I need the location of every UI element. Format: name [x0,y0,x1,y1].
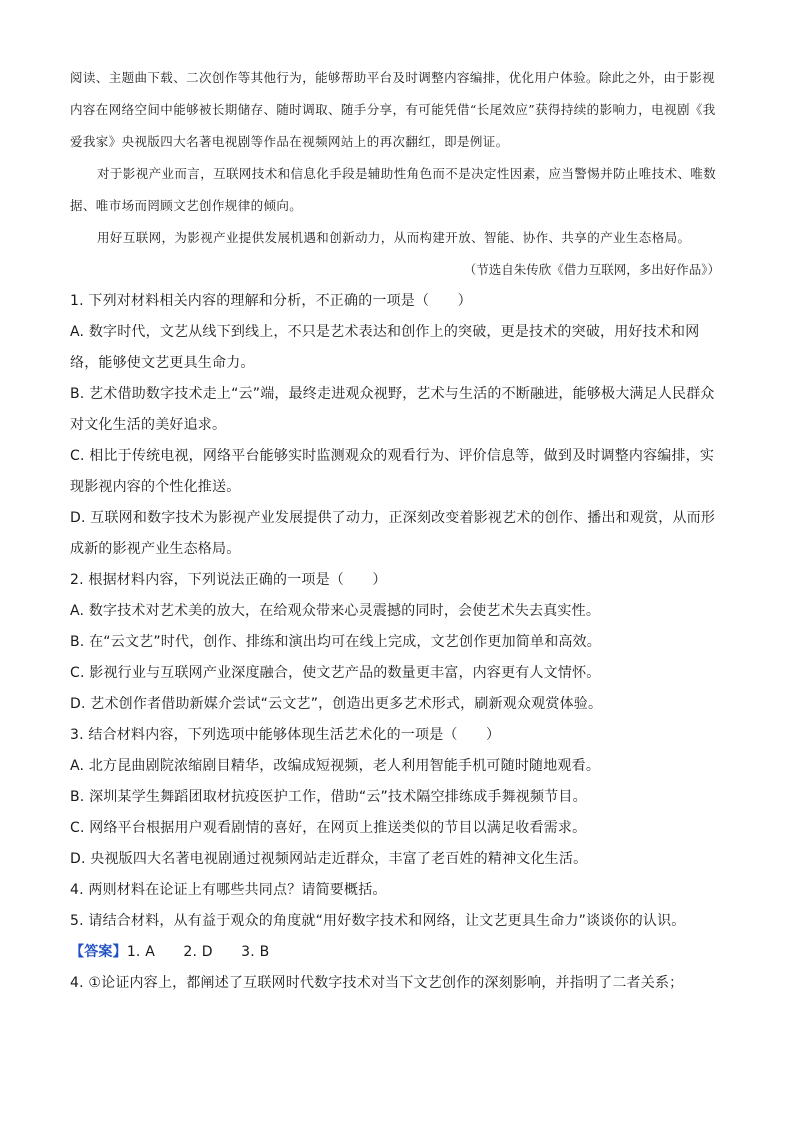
option-d: D. 央视版四大名著电视剧通过视频网站走近群众，丰富了老百姓的精神文化生活。 [70,851,588,867]
answer-choices: 1. A 2. D 3. B [126,944,270,960]
option-a: A. 数字时代，文艺从线下到线上，不只是艺术表达和创作上的突破，更是技术的突破，用好技术和网络，能够使文艺更具生命力。 [70,324,700,371]
passage-source: （节选自朱传欣《借力互联网，多出好作品》） [463,262,720,277]
answer-q4-line: 4. ①论证内容上，都阐述了互联网时代数字技术对当下文艺创作的深刻影响，并指明了二者关系； [70,975,684,991]
passage-paragraph-3: 用好互联网，为影视产业提供发展机遇和创新动力，从而构建开放、智能、协作、共享的产业生态格局。 [97,230,691,245]
question-1 [70,286,720,565]
answer-line [70,937,720,968]
document-page [70,62,720,999]
option-c: C. 相比于传统电视，网络平台能够实时监测观众的观看行为、评价信息等，做到及时调整内容编排，实现影视内容的个性化推送。 [70,448,715,495]
question-3 [70,720,720,875]
question-4-stem: 4. 两则材料在论证上有哪些共同点？请简要概括。 [70,882,387,898]
question-stem: 2. 根据材料内容，下列说法正确的一项是（ ） [70,572,387,588]
question-5-stem: 5. 请结合材料，从有益于观众的角度就“用好数字技术和网络，让文艺更具生命力”谈谈你的认识。 [70,913,686,929]
option-a: A. 数字技术对艺术美的放大，在给观众带来心灵震撼的同时，会使艺术失去真实性。 [70,603,601,619]
answer-tag: 【答案】 [70,944,127,960]
option-b: B. 深圳某学生舞蹈团取材抗疫医护工作，借助“云”技术隔空排练成手舞视频节目。 [70,789,587,805]
option-d: D. 艺术创作者借助新媒介尝试“云文艺”，创造出更多艺术形式，刷新观众观赏体验。 [70,696,603,712]
option-c: C. 影视行业与互联网产业深度融合，使文艺产品的数量更丰富，内容更有人文情怀。 [70,665,601,681]
option-c: C. 网络平台根据用户观看剧情的喜好，在网页上推送类似的节目以满足收看需求。 [70,820,587,836]
question-stem: 1. 下列对材料相关内容的理解和分析，不正确的一项是（ ） [70,293,472,309]
passage-paragraph-1: 阅读、主题曲下载、二次创作等其他行为，能够帮助平台及时调整内容编排，优化用户体验。除此之外，由于影视内容在网络空间中能够被长期储存、随时调取、随手分享，有可能凭借“长尾效应”获得持续的影响力，电视剧《我爱我家》央视版四大名著电视剧等作品在视频网站上的再次翻红，即是例证。 [70,70,716,149]
passage-paragraph-2: 对于影视产业而言，互联网技术和信息化手段是辅助性角色而不是决定性因素，应当警惕并防止唯技术、唯数据、唯市场而罔顾文艺创作规律的倾向。 [70,166,717,213]
option-b: B. 在“云文艺”时代，创作、排练和演出均可在线上完成，文艺创作更加简单和高效。 [70,634,602,650]
option-d: D. 互联网和数字技术为影视产业发展提供了动力，正深刻改变着影视艺术的创作、播出和观赏，从而形成新的影视产业生态格局。 [70,510,716,557]
question-stem: 3. 结合材料内容，下列选项中能够体现生活艺术化的一项是（ ） [70,727,501,743]
question-2 [70,565,720,720]
option-a: A. 北方昆曲剧院浓缩剧目精华，改编成短视频，老人利用智能手机可随时随地观看。 [70,758,601,774]
option-b: B. 艺术借助数字技术走上“云”端，最终走进观众视野，艺术与生活的不断融进，能够极大满足人民群众对文化生活的美好追求。 [70,386,715,433]
